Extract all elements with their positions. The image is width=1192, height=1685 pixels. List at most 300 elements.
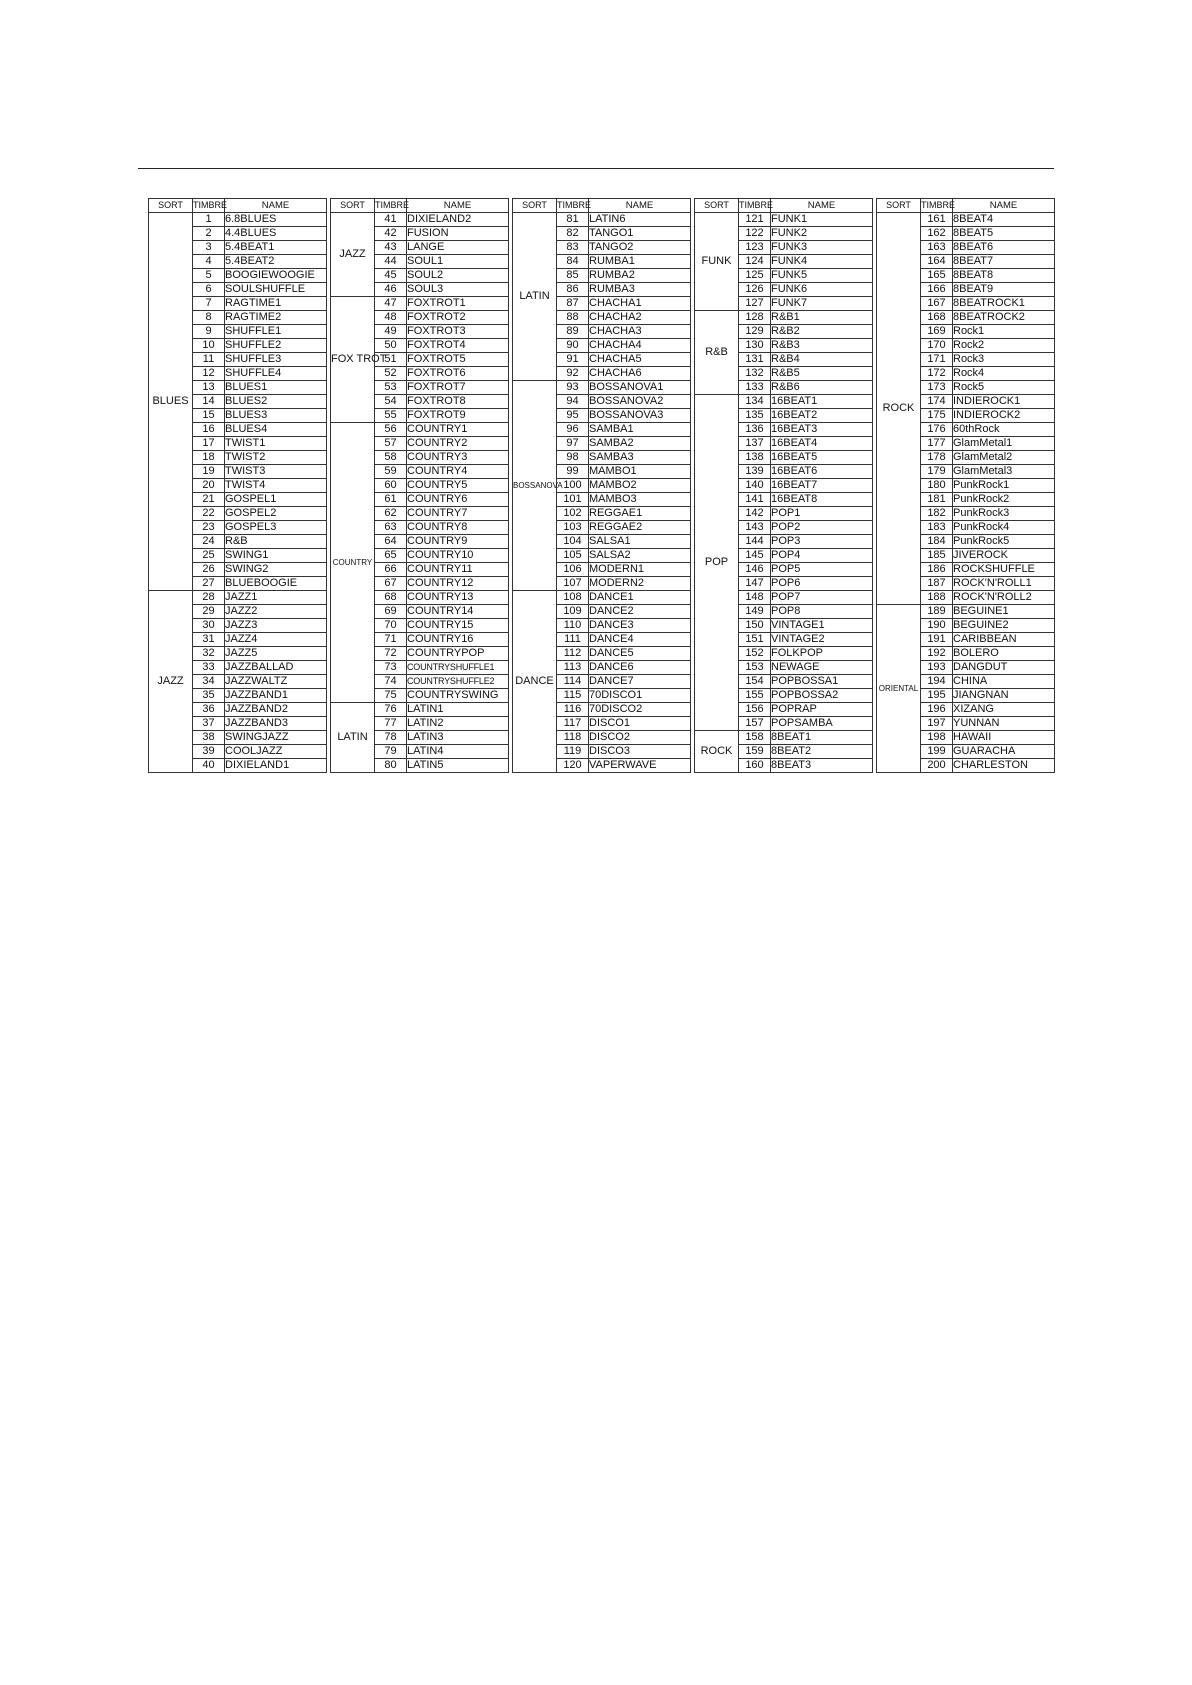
timbre-name: 70DISCO1 <box>589 689 691 703</box>
timbre-name: Rock4 <box>953 367 1055 381</box>
timbre-number: 133 <box>739 381 771 395</box>
sort-category-cell: FOX TROT <box>331 297 375 423</box>
timbre-name: 8BEAT9 <box>953 283 1055 297</box>
timbre-number: 2 <box>193 227 225 241</box>
timbre-name: FUNK2 <box>771 227 873 241</box>
timbre-number: 114 <box>557 675 589 689</box>
timbre-name: FUNK1 <box>771 213 873 227</box>
timbre-number: 149 <box>739 605 771 619</box>
timbre-number: 15 <box>193 409 225 423</box>
timbre-number: 186 <box>921 563 953 577</box>
timbre-number: 172 <box>921 367 953 381</box>
timbre-name: 16BEAT4 <box>771 437 873 451</box>
timbre-name: FUSION <box>407 227 509 241</box>
timbre-number: 143 <box>739 521 771 535</box>
timbre-name: LATIN3 <box>407 731 509 745</box>
timbre-name: COUNTRY7 <box>407 507 509 521</box>
sort-category-cell: ROCK <box>877 213 921 605</box>
timbre-name: 16BEAT1 <box>771 395 873 409</box>
timbre-name: JAZZBAND1 <box>225 689 327 703</box>
timbre-name: 16BEAT6 <box>771 465 873 479</box>
timbre-name: XIZANG <box>953 703 1055 717</box>
timbre-number: 39 <box>193 745 225 759</box>
timbre-number: 95 <box>557 409 589 423</box>
timbre-name: R&B1 <box>771 311 873 325</box>
timbre-number: 59 <box>375 465 407 479</box>
timbre-number: 45 <box>375 269 407 283</box>
timbre-name: PunkRock3 <box>953 507 1055 521</box>
timbre-name: 8BEATROCK2 <box>953 311 1055 325</box>
timbre-number: 127 <box>739 297 771 311</box>
timbre-name: CHACHA2 <box>589 311 691 325</box>
timbre-name: BOLERO <box>953 647 1055 661</box>
sort-category-cell: DANCE <box>513 591 557 773</box>
sort-category-cell: LATIN <box>513 213 557 381</box>
timbre-name: DANCE2 <box>589 605 691 619</box>
timbre-number: 52 <box>375 367 407 381</box>
timbre-name: DISCO1 <box>589 717 691 731</box>
timbre-name: FOXTROT4 <box>407 339 509 353</box>
timbre-name: BOSSANOVA2 <box>589 395 691 409</box>
timbre-name: SWING2 <box>225 563 327 577</box>
timbre-name: CHACHA1 <box>589 297 691 311</box>
timbre-name: 16BEAT2 <box>771 409 873 423</box>
timbre-name: DANGDUT <box>953 661 1055 675</box>
timbre-name: DANCE5 <box>589 647 691 661</box>
timbre-number: 140 <box>739 479 771 493</box>
timbre-name: TWIST1 <box>225 437 327 451</box>
timbre-number: 83 <box>557 241 589 255</box>
timbre-number: 22 <box>193 507 225 521</box>
timbre-number: 50 <box>375 339 407 353</box>
timbre-number: 139 <box>739 465 771 479</box>
timbre-name: GOSPEL1 <box>225 493 327 507</box>
timbre-number: 138 <box>739 451 771 465</box>
timbre-number: 49 <box>375 325 407 339</box>
timbre-number: 179 <box>921 465 953 479</box>
timbre-name: DANCE4 <box>589 633 691 647</box>
timbre-name: TANGO1 <box>589 227 691 241</box>
timbre-name: FUNK3 <box>771 241 873 255</box>
timbre-number: 14 <box>193 395 225 409</box>
timbre-number: 168 <box>921 311 953 325</box>
timbre-name: Rock1 <box>953 325 1055 339</box>
name-header: NAME <box>953 199 1055 213</box>
timbre-number: 73 <box>375 661 407 675</box>
timbre-name: GlamMetal3 <box>953 465 1055 479</box>
timbre-name: FOXTROT2 <box>407 311 509 325</box>
timbre-name: COUNTRYPOP <box>407 647 509 661</box>
timbre-number: 160 <box>739 759 771 773</box>
timbre-name: MAMBO3 <box>589 493 691 507</box>
timbre-name: JAZZ5 <box>225 647 327 661</box>
timbre-number: 137 <box>739 437 771 451</box>
timbre-number: 76 <box>375 703 407 717</box>
timbre-number: 141 <box>739 493 771 507</box>
timbre-number: 97 <box>557 437 589 451</box>
timbre-name: ROCK'N'ROLL1 <box>953 577 1055 591</box>
sort-header: SORT <box>513 199 557 213</box>
timbre-number: 51 <box>375 353 407 367</box>
timbre-number: 135 <box>739 409 771 423</box>
table-row <box>331 213 509 227</box>
table-row <box>331 703 509 717</box>
table-row <box>513 381 691 395</box>
timbre-number: 57 <box>375 437 407 451</box>
timbre-number: 193 <box>921 661 953 675</box>
timbre-name: 70DISCO2 <box>589 703 691 717</box>
timbre-name: FOXTROT1 <box>407 297 509 311</box>
timbre-name: DANCE3 <box>589 619 691 633</box>
table-row <box>877 213 1055 227</box>
timbre-name: LANGE <box>407 241 509 255</box>
timbre-number: 84 <box>557 255 589 269</box>
timbre-number: 9 <box>193 325 225 339</box>
timbre-number: 104 <box>557 535 589 549</box>
timbre-name: FOLKPOP <box>771 647 873 661</box>
timbre-name: VAPERWAVE <box>589 759 691 773</box>
timbre-number: 5 <box>193 269 225 283</box>
timbre-number: 145 <box>739 549 771 563</box>
timbre-name: Rock2 <box>953 339 1055 353</box>
table-row <box>695 395 873 409</box>
timbre-name: SOUL3 <box>407 283 509 297</box>
timbre-name: JAZZ4 <box>225 633 327 647</box>
timbre-name: 8BEATROCK1 <box>953 297 1055 311</box>
timbre-name: JAZZBAND3 <box>225 717 327 731</box>
timbre-name: FUNK4 <box>771 255 873 269</box>
timbre-name: COUNTRY13 <box>407 591 509 605</box>
timbre-number: 81 <box>557 213 589 227</box>
timbre-number: 164 <box>921 255 953 269</box>
timbre-name: 60thRock <box>953 423 1055 437</box>
timbre-number: 120 <box>557 759 589 773</box>
timbre-number: 17 <box>193 437 225 451</box>
timbre-name: SALSA2 <box>589 549 691 563</box>
timbre-number: 92 <box>557 367 589 381</box>
timbre-name: POP2 <box>771 521 873 535</box>
timbre-number: 55 <box>375 409 407 423</box>
timbre-number: 43 <box>375 241 407 255</box>
timbre-name: SHUFFLE1 <box>225 325 327 339</box>
timbre-name: PunkRock2 <box>953 493 1055 507</box>
timbre-name: MAMBO2 <box>589 479 691 493</box>
sort-header: SORT <box>331 199 375 213</box>
sort-header: SORT <box>695 199 739 213</box>
timbre-name: JIANGNAN <box>953 689 1055 703</box>
timbre-name: COUNTRY1 <box>407 423 509 437</box>
timbre-name: FOXTROT3 <box>407 325 509 339</box>
timbre-number: 34 <box>193 675 225 689</box>
timbre-name: DISCO3 <box>589 745 691 759</box>
timbre-name: COUNTRY9 <box>407 535 509 549</box>
timbre-number: 86 <box>557 283 589 297</box>
timbre-name: JAZZ2 <box>225 605 327 619</box>
timbre-number: 171 <box>921 353 953 367</box>
timbre-name: 8BEAT6 <box>953 241 1055 255</box>
timbre-table <box>148 198 327 773</box>
timbre-name: GlamMetal1 <box>953 437 1055 451</box>
timbre-number: 85 <box>557 269 589 283</box>
timbre-number: 56 <box>375 423 407 437</box>
timbre-number: 188 <box>921 591 953 605</box>
timbre-number: 162 <box>921 227 953 241</box>
timbre-number: 174 <box>921 395 953 409</box>
timbre-name: POP7 <box>771 591 873 605</box>
timbre-number: 182 <box>921 507 953 521</box>
timbre-number: 156 <box>739 703 771 717</box>
sort-category-cell: FUNK <box>695 213 739 311</box>
timbre-name: ROCKSHUFFLE <box>953 563 1055 577</box>
timbre-name: PunkRock5 <box>953 535 1055 549</box>
timbre-number: 19 <box>193 465 225 479</box>
timbre-name: BOSSANOVA3 <box>589 409 691 423</box>
sort-category-cell: POP <box>695 395 739 731</box>
timbre-number: 121 <box>739 213 771 227</box>
timbre-number: 117 <box>557 717 589 731</box>
timbre-name: 5.4BEAT1 <box>225 241 327 255</box>
timbre-name: TWIST2 <box>225 451 327 465</box>
timbre-name: PunkRock4 <box>953 521 1055 535</box>
timbre-number: 155 <box>739 689 771 703</box>
timbre-number: 125 <box>739 269 771 283</box>
timbre-number: 197 <box>921 717 953 731</box>
timbre-header: TIMBRE <box>193 199 225 213</box>
timbre-number: 123 <box>739 241 771 255</box>
timbre-number: 122 <box>739 227 771 241</box>
timbre-number: 196 <box>921 703 953 717</box>
timbre-name: SAMBA2 <box>589 437 691 451</box>
timbre-number: 185 <box>921 549 953 563</box>
timbre-name: FOXTROT9 <box>407 409 509 423</box>
timbre-number: 58 <box>375 451 407 465</box>
timbre-name: 8BEAT1 <box>771 731 873 745</box>
timbre-number: 165 <box>921 269 953 283</box>
timbre-name: DANCE7 <box>589 675 691 689</box>
timbre-number: 89 <box>557 325 589 339</box>
timbre-number: 151 <box>739 633 771 647</box>
timbre-number: 53 <box>375 381 407 395</box>
timbre-number: 91 <box>557 353 589 367</box>
timbre-name: LATIN2 <box>407 717 509 731</box>
timbre-name: LATIN5 <box>407 759 509 773</box>
timbre-number: 189 <box>921 605 953 619</box>
timbre-name: CHACHA3 <box>589 325 691 339</box>
timbre-name: MAMBO1 <box>589 465 691 479</box>
timbre-number: 181 <box>921 493 953 507</box>
timbre-number: 62 <box>375 507 407 521</box>
timbre-number: 166 <box>921 283 953 297</box>
timbre-name: POP6 <box>771 577 873 591</box>
timbre-name: 4.4BLUES <box>225 227 327 241</box>
timbre-number: 142 <box>739 507 771 521</box>
timbre-number: 36 <box>193 703 225 717</box>
timbre-name: DIXIELAND1 <box>225 759 327 773</box>
timbre-number: 26 <box>193 563 225 577</box>
timbre-name: 5.4BEAT2 <box>225 255 327 269</box>
timbre-number: 7 <box>193 297 225 311</box>
timbre-number: 163 <box>921 241 953 255</box>
sort-header: SORT <box>149 199 193 213</box>
timbre-number: 113 <box>557 661 589 675</box>
timbre-number: 187 <box>921 577 953 591</box>
name-header: NAME <box>407 199 509 213</box>
timbre-name: REGGAE1 <box>589 507 691 521</box>
table-row <box>877 605 1055 619</box>
timbre-name: BLUEBOOGIE <box>225 577 327 591</box>
timbre-name: BOSSANOVA1 <box>589 381 691 395</box>
timbre-name: TWIST4 <box>225 479 327 493</box>
timbre-name: COUNTRY3 <box>407 451 509 465</box>
timbre-number: 178 <box>921 451 953 465</box>
timbre-name: SHUFFLE3 <box>225 353 327 367</box>
timbre-name: SALSA1 <box>589 535 691 549</box>
timbre-name: 8BEAT4 <box>953 213 1055 227</box>
timbre-number: 60 <box>375 479 407 493</box>
timbre-number: 68 <box>375 591 407 605</box>
timbre-number: 173 <box>921 381 953 395</box>
timbre-number: 167 <box>921 297 953 311</box>
timbre-number: 100 <box>557 479 589 493</box>
timbre-number: 1 <box>193 213 225 227</box>
timbre-number: 191 <box>921 633 953 647</box>
timbre-name: SHUFFLE4 <box>225 367 327 381</box>
timbre-number: 106 <box>557 563 589 577</box>
timbre-number: 115 <box>557 689 589 703</box>
table-row <box>149 591 327 605</box>
timbre-name: R&B5 <box>771 367 873 381</box>
sort-category-cell: R&B <box>695 311 739 395</box>
timbre-number: 183 <box>921 521 953 535</box>
timbre-number: 112 <box>557 647 589 661</box>
timbre-name: JAZZBALLAD <box>225 661 327 675</box>
timbre-number: 176 <box>921 423 953 437</box>
table-row <box>331 423 509 437</box>
timbre-number: 194 <box>921 675 953 689</box>
timbre-number: 82 <box>557 227 589 241</box>
timbre-number: 124 <box>739 255 771 269</box>
timbre-number: 161 <box>921 213 953 227</box>
header-row <box>149 199 327 213</box>
timbre-name: FOXTROT5 <box>407 353 509 367</box>
timbre-number: 29 <box>193 605 225 619</box>
timbre-number: 37 <box>193 717 225 731</box>
timbre-number: 131 <box>739 353 771 367</box>
timbre-number: 13 <box>193 381 225 395</box>
timbre-name: COOLJAZZ <box>225 745 327 759</box>
timbre-number: 94 <box>557 395 589 409</box>
timbre-number: 20 <box>193 479 225 493</box>
timbre-name: Rock5 <box>953 381 1055 395</box>
timbre-number: 88 <box>557 311 589 325</box>
timbre-name: FUNK7 <box>771 297 873 311</box>
timbre-name: FOXTROT8 <box>407 395 509 409</box>
timbre-name: Rock3 <box>953 353 1055 367</box>
timbre-number: 72 <box>375 647 407 661</box>
timbre-number: 199 <box>921 745 953 759</box>
timbre-number: 3 <box>193 241 225 255</box>
timbre-name: FUNK5 <box>771 269 873 283</box>
timbre-number: 103 <box>557 521 589 535</box>
timbre-number: 80 <box>375 759 407 773</box>
timbre-name: SOUL2 <box>407 269 509 283</box>
timbre-number: 6 <box>193 283 225 297</box>
timbre-number: 47 <box>375 297 407 311</box>
timbre-name: POP3 <box>771 535 873 549</box>
sort-category-cell: ORIENTAL <box>877 605 921 773</box>
timbre-number: 96 <box>557 423 589 437</box>
timbre-name: POP5 <box>771 563 873 577</box>
timbre-name: GlamMetal2 <box>953 451 1055 465</box>
timbre-name: BEGUINE2 <box>953 619 1055 633</box>
timbre-number: 44 <box>375 255 407 269</box>
timbre-number: 31 <box>193 633 225 647</box>
timbre-name: INDIEROCK2 <box>953 409 1055 423</box>
timbre-name: 6.8BLUES <box>225 213 327 227</box>
timbre-number: 38 <box>193 731 225 745</box>
timbre-name: R&B <box>225 535 327 549</box>
timbre-number: 130 <box>739 339 771 353</box>
timbre-name: MODERN1 <box>589 563 691 577</box>
timbre-number: 11 <box>193 353 225 367</box>
timbre-number: 98 <box>557 451 589 465</box>
timbre-name: 16BEAT8 <box>771 493 873 507</box>
timbre-number: 32 <box>193 647 225 661</box>
timbre-name: COUNTRY10 <box>407 549 509 563</box>
timbre-name: JAZZBAND2 <box>225 703 327 717</box>
timbre-number: 136 <box>739 423 771 437</box>
header-row <box>331 199 509 213</box>
timbre-name: SOUL1 <box>407 255 509 269</box>
timbre-name: BLUES1 <box>225 381 327 395</box>
timbre-number: 16 <box>193 423 225 437</box>
timbre-header: TIMBRE <box>921 199 953 213</box>
timbre-name: JAZZ1 <box>225 591 327 605</box>
timbre-name: MODERN2 <box>589 577 691 591</box>
timbre-number: 148 <box>739 591 771 605</box>
timbre-name: BLUES2 <box>225 395 327 409</box>
timbre-name: VINTAGE1 <box>771 619 873 633</box>
timbre-number: 74 <box>375 675 407 689</box>
timbre-name: R&B4 <box>771 353 873 367</box>
timbre-name: CHACHA5 <box>589 353 691 367</box>
timbre-name: POPRAP <box>771 703 873 717</box>
timbre-name: COUNTRYSWING <box>407 689 509 703</box>
name-header: NAME <box>225 199 327 213</box>
timbre-number: 87 <box>557 297 589 311</box>
table-row <box>695 311 873 325</box>
timbre-number: 147 <box>739 577 771 591</box>
timbre-header: TIMBRE <box>739 199 771 213</box>
timbre-name: CHINA <box>953 675 1055 689</box>
table-row <box>331 297 509 311</box>
timbre-number: 8 <box>193 311 225 325</box>
timbre-number: 146 <box>739 563 771 577</box>
timbre-number: 107 <box>557 577 589 591</box>
sort-category-cell: JAZZ <box>331 213 375 297</box>
timbre-number: 77 <box>375 717 407 731</box>
sort-category-cell: LATIN <box>331 703 375 773</box>
timbre-name: JAZZWALTZ <box>225 675 327 689</box>
timbre-number: 10 <box>193 339 225 353</box>
timbre-name: COUNTRY14 <box>407 605 509 619</box>
timbre-number: 64 <box>375 535 407 549</box>
timbre-name: LATIN1 <box>407 703 509 717</box>
timbre-name: POPSAMBA <box>771 717 873 731</box>
timbre-name: CHARLESTON <box>953 759 1055 773</box>
timbre-number: 65 <box>375 549 407 563</box>
timbre-name: COUNTRY6 <box>407 493 509 507</box>
